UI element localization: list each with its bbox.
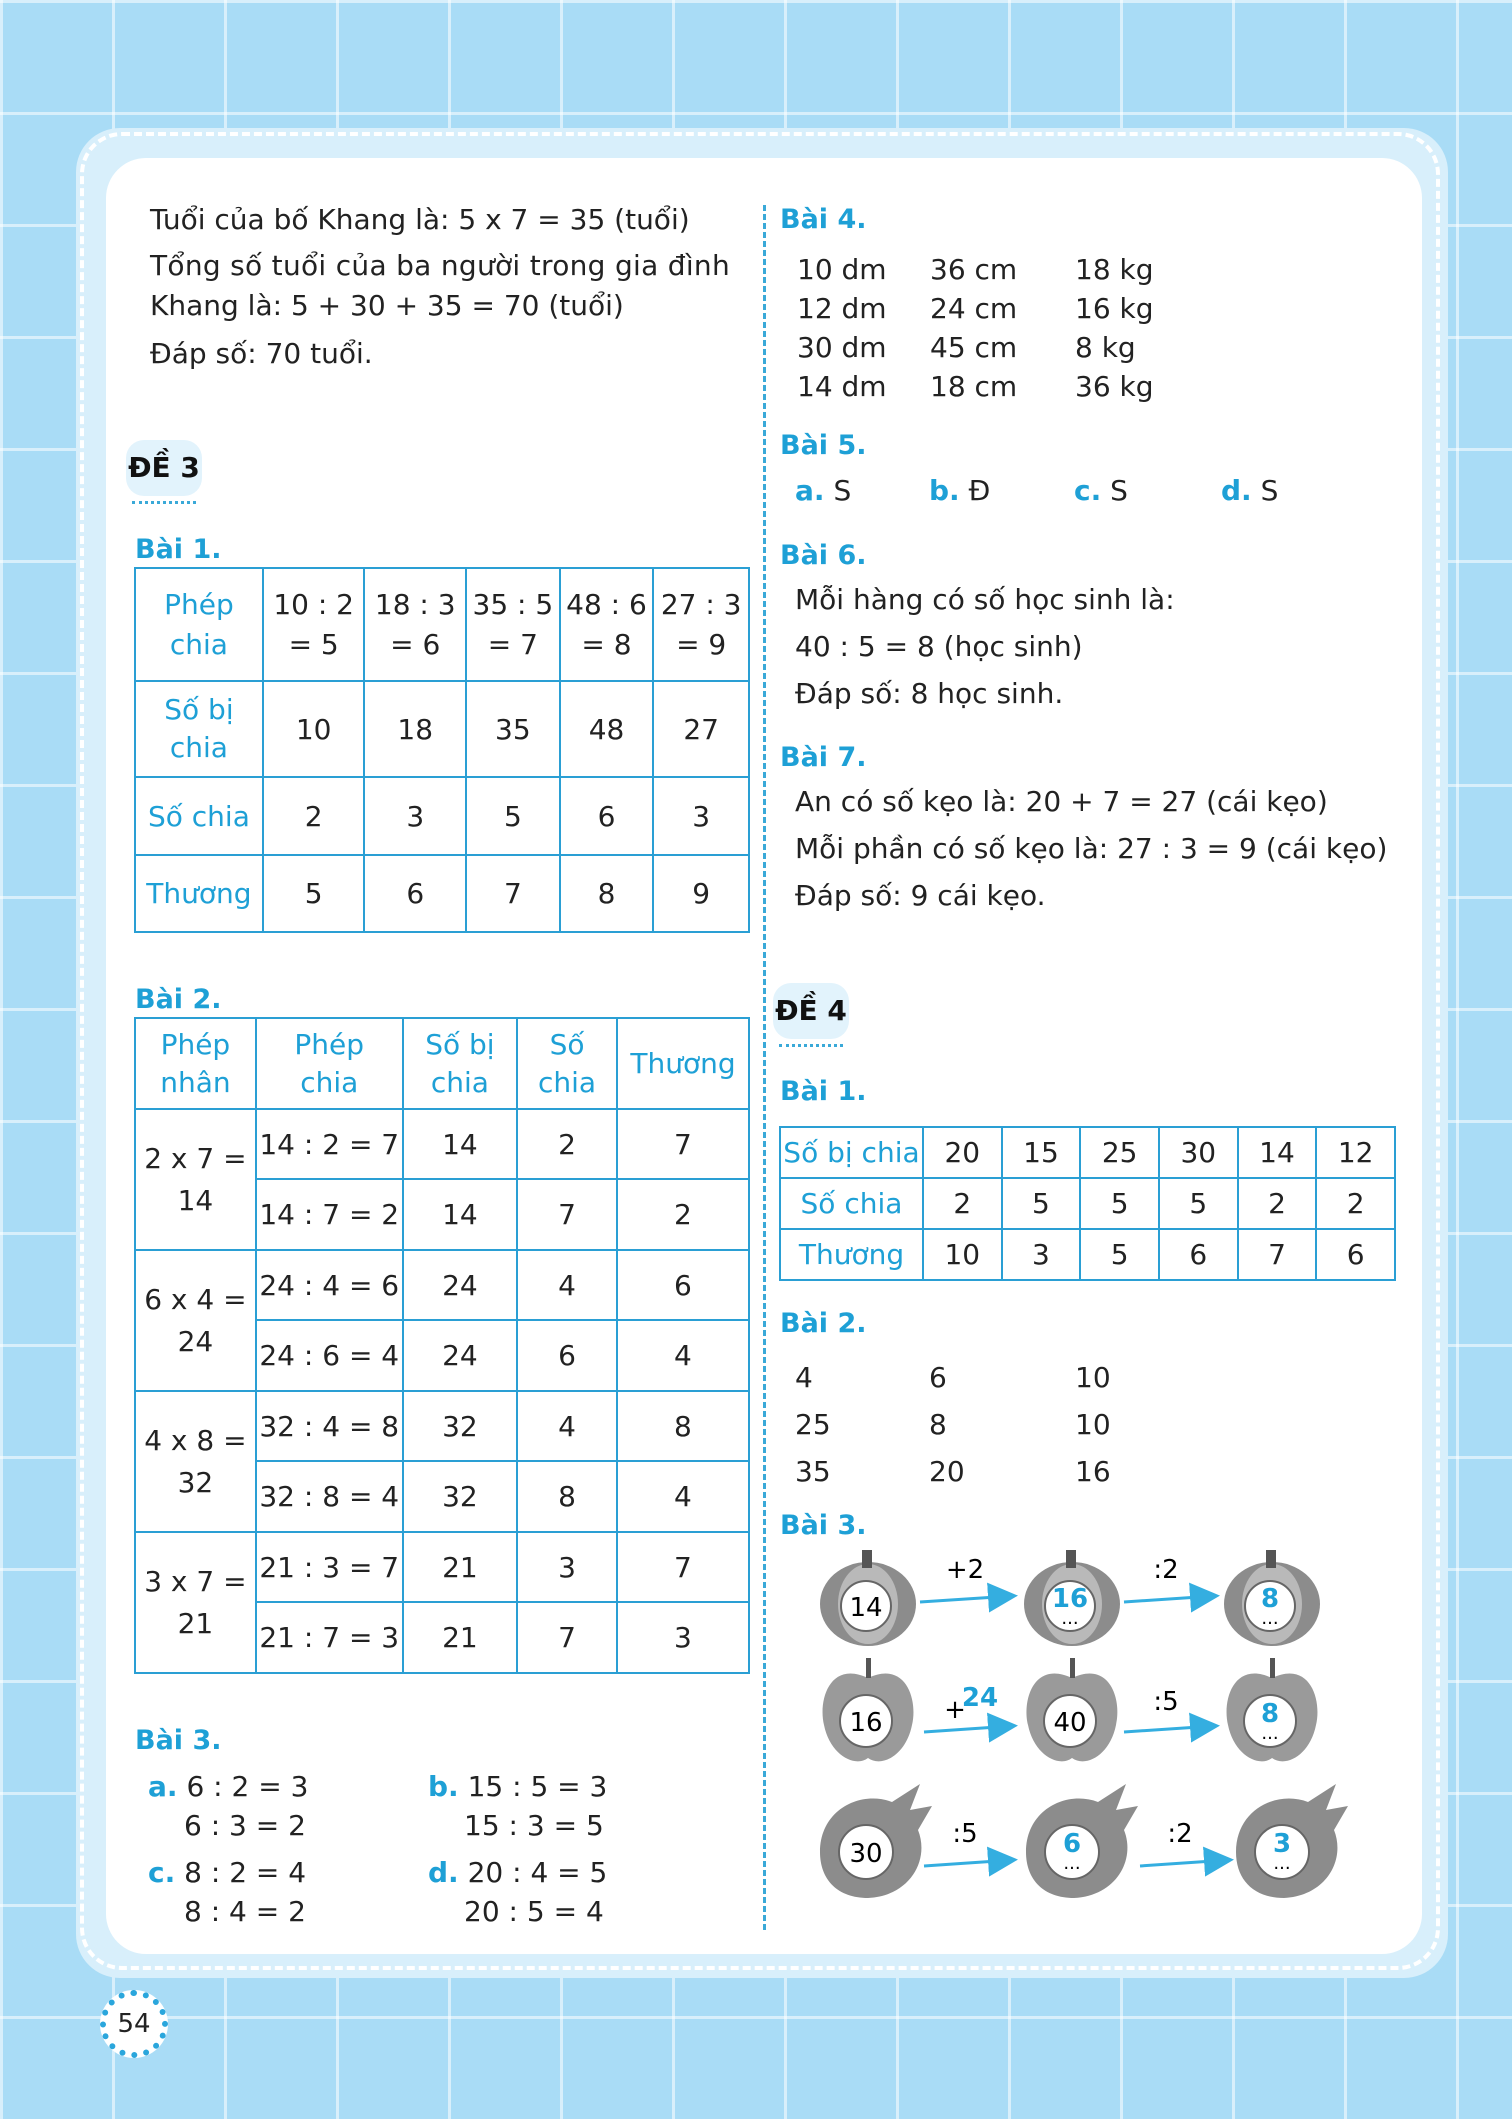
table-cell: 3 [517,1532,617,1602]
table-cell: 10 : 2 = 5 [263,568,365,681]
table-cell: 9 [653,855,749,932]
answer-item: d. S [1221,474,1279,507]
table-cell: 5 [1080,1229,1159,1280]
table-cell: 5 [1080,1178,1159,1229]
table-cell: 6 [560,777,654,855]
exercise-heading: Bài 1. [135,534,222,565]
table-cell: 4 [617,1461,749,1532]
answer-b: b. 15 : 5 = 3 [428,1770,608,1803]
division-table-de4 [779,1126,1396,1281]
table-cell: 6 [617,1250,749,1320]
chain-answer: 24 [961,1683,999,1713]
table-cell: 6 [1159,1229,1238,1280]
arrow [1124,1726,1214,1732]
text-line: Mỗi hàng có số học sinh là: [795,583,1175,616]
table-cell: 2 [1316,1178,1395,1229]
row-label: Phép chia [135,568,263,681]
answer-a-line2: 6 : 3 = 2 [184,1809,306,1842]
table-cell: 18 [364,681,466,777]
table-cell: 5 [466,777,560,855]
table-cell: 24 [403,1320,517,1391]
table-cell: 3 [617,1602,749,1673]
list-column: 10 10 16 [1075,1361,1111,1488]
answer-c: c. 8 : 2 = 4 [148,1856,307,1889]
section-title: ĐỀ 4 [775,994,847,1027]
text-line: Mỗi phần có số kẹo là: 27 : 3 = 9 (cái kẹo) [795,832,1388,865]
table-cell: 8 [517,1461,617,1532]
table-cell: 3 [1002,1229,1081,1280]
answer-dots: ... [1063,1853,1081,1874]
answer-d: d. 20 : 4 = 5 [428,1856,608,1889]
column-header: Số chia [517,1018,617,1109]
table-cell: 6 [364,855,466,932]
number-chain-diagram [800,1540,1380,1940]
exercise-heading: Bài 5. [780,430,867,461]
arrow [1124,1596,1214,1602]
table-cell: 2 [1238,1178,1317,1229]
answer-item: a. S [795,474,852,507]
chain-operator: :5 [952,1819,978,1849]
table-cell: 35 [466,681,560,777]
answer-dots: ... [1261,1608,1279,1629]
chain-answer: 6 [1062,1829,1082,1859]
multiplication-division-table [134,1017,750,1674]
answer-item: c. S [1074,474,1128,507]
chain-value: 40 [1053,1708,1087,1738]
table-cell: 3 x 7 = 21 [135,1532,256,1673]
arrow [1140,1860,1228,1866]
table-cell: 20 [923,1127,1002,1178]
table-cell: 14 [403,1179,517,1250]
chain-answer: 3 [1272,1829,1292,1859]
table-cell: 8 [560,855,654,932]
text-line: Tổng số tuổi của ba người trong gia đình [150,249,730,282]
table-cell: 18 : 3 = 6 [364,568,466,681]
table-cell: 3 [364,777,466,855]
text-line: Đáp số: 70 tuổi. [150,337,373,370]
exercise-heading: Bài 6. [780,540,867,571]
answer-dots: ... [1273,1853,1291,1874]
text-line: Tuổi của bố Khang là: 5 x 7 = 35 (tuổi) [150,203,690,236]
exercise-heading: Bài 1. [780,1076,867,1107]
list-column: 18 kg 16 kg 8 kg 36 kg [1075,253,1154,403]
table-cell: 14 [403,1109,517,1179]
exercise-heading: Bài 3. [135,1725,222,1756]
table-cell: 25 [1080,1127,1159,1178]
division-table [134,567,750,933]
chain-answer: 16 [1051,1584,1089,1614]
table-cell: 2 [263,777,365,855]
table-cell: 5 [263,855,365,932]
text-line: Đáp số: 8 học sinh. [795,677,1064,710]
table-cell: 21 : 3 = 7 [256,1532,403,1602]
table-cell: 7 [517,1602,617,1673]
chain-operator: :2 [1153,1555,1179,1585]
arrow [924,1860,1012,1866]
list-column: 4 25 35 [795,1361,831,1488]
chain-operator: :2 [1167,1819,1193,1849]
column-header: Phép nhân [135,1018,256,1109]
table-cell: 32 [403,1461,517,1532]
table-cell: 2 [617,1179,749,1250]
list-column: 6 8 20 [929,1361,965,1488]
arrow [920,1596,1012,1602]
chain-value: 30 [849,1839,883,1869]
row-label: Thương [780,1229,923,1280]
table-cell: 4 x 8 = 32 [135,1391,256,1532]
table-cell: 30 [1159,1127,1238,1178]
chain-value: 16 [849,1708,883,1738]
row-label: Thương [135,855,263,932]
text-line: Đáp số: 9 cái kẹo. [795,879,1046,912]
page-number: 54 [100,1990,168,2058]
table-cell: 15 [1002,1127,1081,1178]
table-cell: 12 [1316,1127,1395,1178]
table-cell: 24 : 4 = 6 [256,1250,403,1320]
arrow [924,1726,1012,1732]
table-cell: 2 [517,1109,617,1179]
section-badge-de4 [773,983,849,1039]
row-label: Số chia [135,777,263,855]
table-cell: 6 [517,1320,617,1391]
column-divider [763,205,766,1930]
chain-operator: +2 [945,1555,985,1585]
row-label: Số bị chia [780,1127,923,1178]
table-cell: 14 : 2 = 7 [256,1109,403,1179]
answer-item: b. Đ [929,474,991,507]
column-header: Phép chia [256,1018,403,1109]
text-line: Khang là: 5 + 30 + 35 = 70 (tuổi) [150,289,624,322]
table-cell: 27 : 3 = 9 [653,568,749,681]
table-cell: 32 : 4 = 8 [256,1391,403,1461]
column-header: Số bị chia [403,1018,517,1109]
answer-dots: ... [1261,1723,1279,1744]
chain-answer: 8 [1260,1699,1280,1729]
table-cell: 3 [653,777,749,855]
answer-c-line2: 8 : 4 = 2 [184,1895,306,1928]
list-column: 36 cm 24 cm 45 cm 18 cm [930,253,1018,403]
answer-b-line2: 15 : 3 = 5 [464,1809,604,1842]
table-cell: 14 [1238,1127,1317,1178]
table-cell: 7 [517,1179,617,1250]
section-badge-de3 [126,440,202,496]
table-cell: 48 [560,681,654,777]
table-cell: 6 x 4 = 24 [135,1250,256,1391]
table-cell: 2 x 7 = 14 [135,1109,256,1250]
table-cell: 21 : 7 = 3 [256,1602,403,1673]
table-cell: 7 [1238,1229,1317,1280]
answer-d-line2: 20 : 5 = 4 [464,1895,604,1928]
table-cell: 32 : 8 = 4 [256,1461,403,1532]
answer-dots: ... [1061,1608,1079,1629]
table-cell: 10 [923,1229,1002,1280]
table-cell: 24 [403,1250,517,1320]
text-line: 40 : 5 = 8 (học sinh) [795,630,1083,663]
exercise-heading: Bài 2. [135,984,222,1015]
table-cell: 21 [403,1532,517,1602]
list-column: 10 dm 12 dm 30 dm 14 dm [797,253,887,403]
table-cell: 4 [517,1391,617,1461]
table-cell: 10 [263,681,365,777]
table-cell: 4 [517,1250,617,1320]
table-cell: 14 : 7 = 2 [256,1179,403,1250]
table-cell: 7 [466,855,560,932]
table-cell: 21 [403,1602,517,1673]
text-line: An có số kẹo là: 20 + 7 = 27 (cái kẹo) [795,785,1328,818]
row-label: Số chia [780,1178,923,1229]
answer-a: a. 6 : 2 = 3 [148,1770,309,1803]
table-cell: 5 [1159,1178,1238,1229]
exercise-heading: Bài 3. [780,1510,867,1541]
table-cell: 2 [923,1178,1002,1229]
table-cell: 32 [403,1391,517,1461]
table-cell: 35 : 5 = 7 [466,568,560,681]
table-cell: 48 : 6 = 8 [560,568,654,681]
exercise-heading: Bài 4. [780,204,867,235]
table-cell: 8 [617,1391,749,1461]
chain-value: 14 [849,1593,883,1623]
dragon-fruit-icon [1236,1784,1348,1898]
table-cell: 7 [617,1109,749,1179]
table-cell: 4 [617,1320,749,1391]
chain-answer: 8 [1260,1584,1280,1614]
section-title: ĐỀ 3 [128,451,200,484]
table-cell: 5 [1002,1178,1081,1229]
chain-operator: + [944,1695,966,1725]
table-cell: 7 [617,1532,749,1602]
dragon-fruit-icon [1026,1784,1138,1898]
column-header: Thương [617,1018,749,1109]
row-label: Số bị chia [135,681,263,777]
exercise-heading: Bài 2. [780,1308,867,1339]
table-cell: 27 [653,681,749,777]
exercise-heading: Bài 7. [780,742,867,773]
chain-operator: :5 [1153,1687,1179,1717]
table-cell: 24 : 6 = 4 [256,1320,403,1391]
table-cell: 6 [1316,1229,1395,1280]
